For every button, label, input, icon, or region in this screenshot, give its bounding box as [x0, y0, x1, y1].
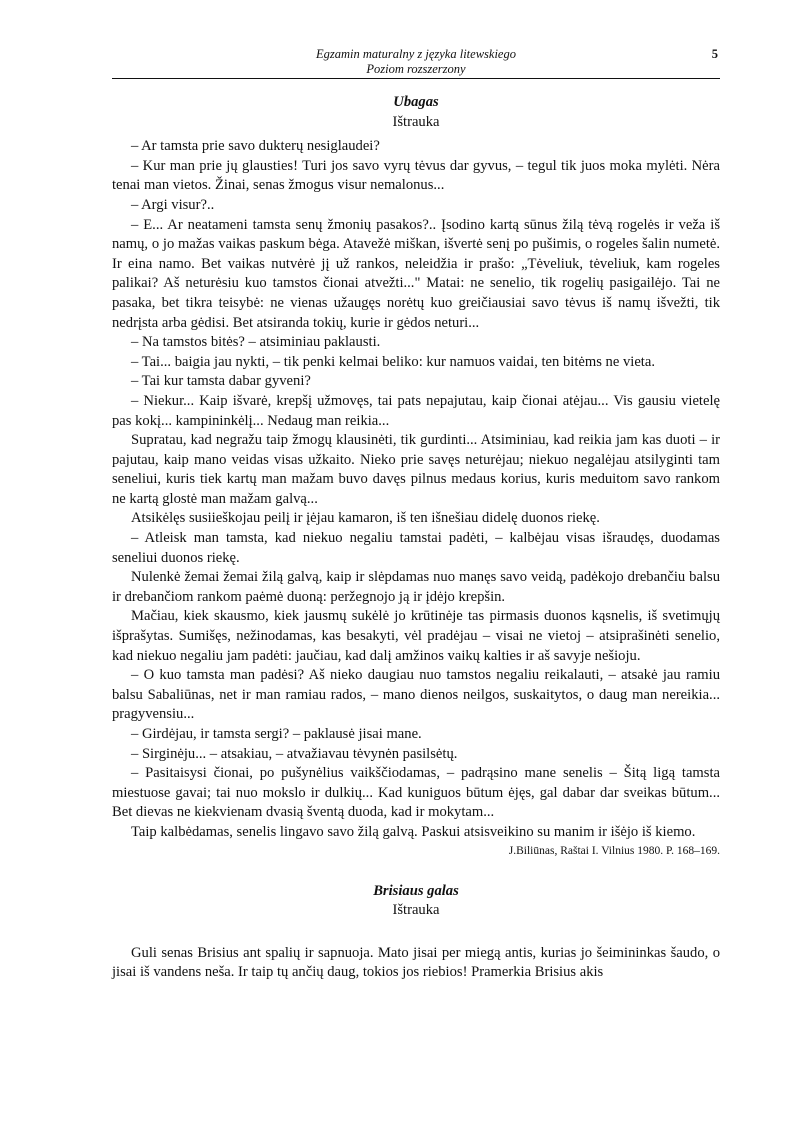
paragraph: Atsikėlęs susiieškojau peilį ir įėjau kamaron, iš ten išnešiau didelę duonos riekę. — [131, 510, 600, 527]
paragraph: – Sirginėju... – atsakiau, – atvažiavau tėvynėn pasilsėtų. — [131, 745, 458, 762]
paragraph: – Na tamstos bitės? – atsiminiau paklausti. — [131, 334, 381, 351]
source-citation: J.Biliūnas, Raštai I. Vilnius 1980. P. 168–169. — [508, 844, 720, 857]
exam-title: Egzamin maturalny z języka litewskiego — [316, 47, 516, 61]
story-subtitle-ubagas: Ištrauka — [392, 113, 440, 130]
paragraph: – O kuo tamsta man padėsi? Aš nieko daugiau nuo tamstos negaliu reikalauti, – atsakė jau ramiu balsu Sabaliūnas, net ir man ramiau rados, – mano dienos neilgos, suskaitytos, o daug man nereikia... pragyvensiu... — [112, 667, 720, 723]
paragraph: – Atleisk man tamsta, kad niekuo negaliu tamstai padėti, – kalbėjau visas išraudęs, duodamas seneliui duonos riekę. — [112, 530, 720, 566]
paragraph: – Pasitaisysi čionai, po pušynėlius vaikščiodamas, – padrąsino mane senelis – Šitą ligą tamsta miestuose gavai; tai nuo mokslo ir dulkių... Kad kuniguos būtum ėjęs, gal dabar dar sveikas būtum... Bet dievas ne kiekvienam dvasią šventą duoda, kad ir mokytam... — [112, 765, 720, 821]
paragraph: Supratau, kad negražu taip žmogų klausinėti, tik gurdinti... Atsiminiau, kad reikia jam kas duoti – ir pajutau, kaip mano veidas visas užkaito. Nieko prie savęs neturėjau; niekuo negalėjau atsilyginti tam seneliui, kuris tiek kartų man mažam buvo davęs pilnus medaus korius, kuris meduitom savo rankom ne kartą glostė man mažam galvą... — [112, 432, 720, 507]
paragraph: Mačiau, kiek skausmo, kiek jausmų sukėlė jo krūtinėje tas pirmasis duonos kąsnelis, iš svetimųjų išprašytas. Sumišęs, nežinodamas, kas besakyti, vėl pradėjau – visai ne vietoj – atsiprašinėti senelio, kad niekuo negaliu jam padėti: jaučiau, kad dalį amžinos vaikų kalties ir aš savyje nešioju. — [112, 608, 720, 664]
paragraph: – Girdėjau, ir tamsta sergi? – paklausė jisai mane. — [131, 726, 422, 742]
story-title-brisiaus-galas: Brisiaus galas — [373, 882, 459, 899]
paragraph: – Tai... baigia jau nykti, – tik penki kelmai beliko: kur namuos vaidai, ten bitėms ne vieta. — [131, 353, 655, 370]
paragraph: Guli senas Brisius ant spalių ir sapnuoja. Mato jisai per miegą antis, kurias jo šeimininkas šaudo, o jisai iš vandens neša. Ir taip tų ančių daug, tokios jos riebios! Pramerkia Brisius akis — [112, 944, 720, 981]
paragraph: – Ar tamsta prie savo dukterų nesiglaudei? — [131, 138, 380, 155]
paragraph: Nulenkė žemai žemai žilą galvą, kaip ir slėpdamas nuo manęs savo veidą, padėkojo drebančiu balsu ir drebančiom rankom paėmė duoną: peržegnojo ją ir įdėjo krepšin. — [112, 569, 720, 605]
text-body — [112, 93, 720, 983]
page-number: 5 — [711, 47, 718, 61]
story-brisiaus-galas — [112, 944, 720, 983]
section-gap — [112, 859, 720, 882]
story-ubagas — [112, 137, 720, 842]
paragraph: – Niekur... Kaip išvarė, krepšį užmovęs, tai pats nepajutau, kaip čionai atėjau... Vis gausiu vietelę pas kokį... kampininkėlį... Nedaug man reikia... — [112, 392, 720, 429]
story-title-ubagas: Ubagas — [393, 94, 439, 110]
paragraph: – Kur man prie jų glausties! Turi jos savo vyrų tėvus dar gyvus, – tegul tik juos moka mylėti. Nėra tenai man vietos. Žinai, senas žmogus visur nemalonus... — [112, 157, 720, 194]
section-gap — [112, 926, 720, 944]
story-subtitle-brisiaus-galas: Ištrauka — [392, 902, 440, 919]
exam-level: Poziom rozszerzony — [366, 62, 466, 76]
paragraph: – Tai kur tamsta dabar gyveni? — [131, 373, 311, 390]
header-divider — [112, 78, 720, 79]
paragraph: Taip kalbėdamas, senelis lingavo savo žilą galvą. Paskui atsisveikino su manim ir išėjo iš kiemo. — [131, 823, 696, 840]
page-header — [112, 47, 720, 77]
paragraph: – E... Ar neatameni tamsta senų žmonių pasakos?.. Įsodino kartą sūnus žilą tėvą rogelės ir veža iš namų, o jo mažas vaikas paskum bėga. Atavežė miškan, išvertė senį po pušimis, o rogeles šalin numetė. Ir eina namo. Bet vaikas nutvėrė jį už rankos, neleidžia ir prašo: „Tėveliuk, tėveliuk, kam rogeles palikai? Aš neturėsiu kuo tamstos čionai atvežti..." Matai: ne senelio, tik rogelių pasigailėjo. Tai ne pasaka, bet tikra teisybė: ne vienas užaugęs norėtų kuo greičiausiai savo tėvus iš namų išvežti, tik nedrįsta arba gėdisi. Bet atsiranda tokių, kurie ir gėdos neturi... — [112, 216, 720, 331]
paragraph: – Argi visur?.. — [131, 196, 215, 213]
